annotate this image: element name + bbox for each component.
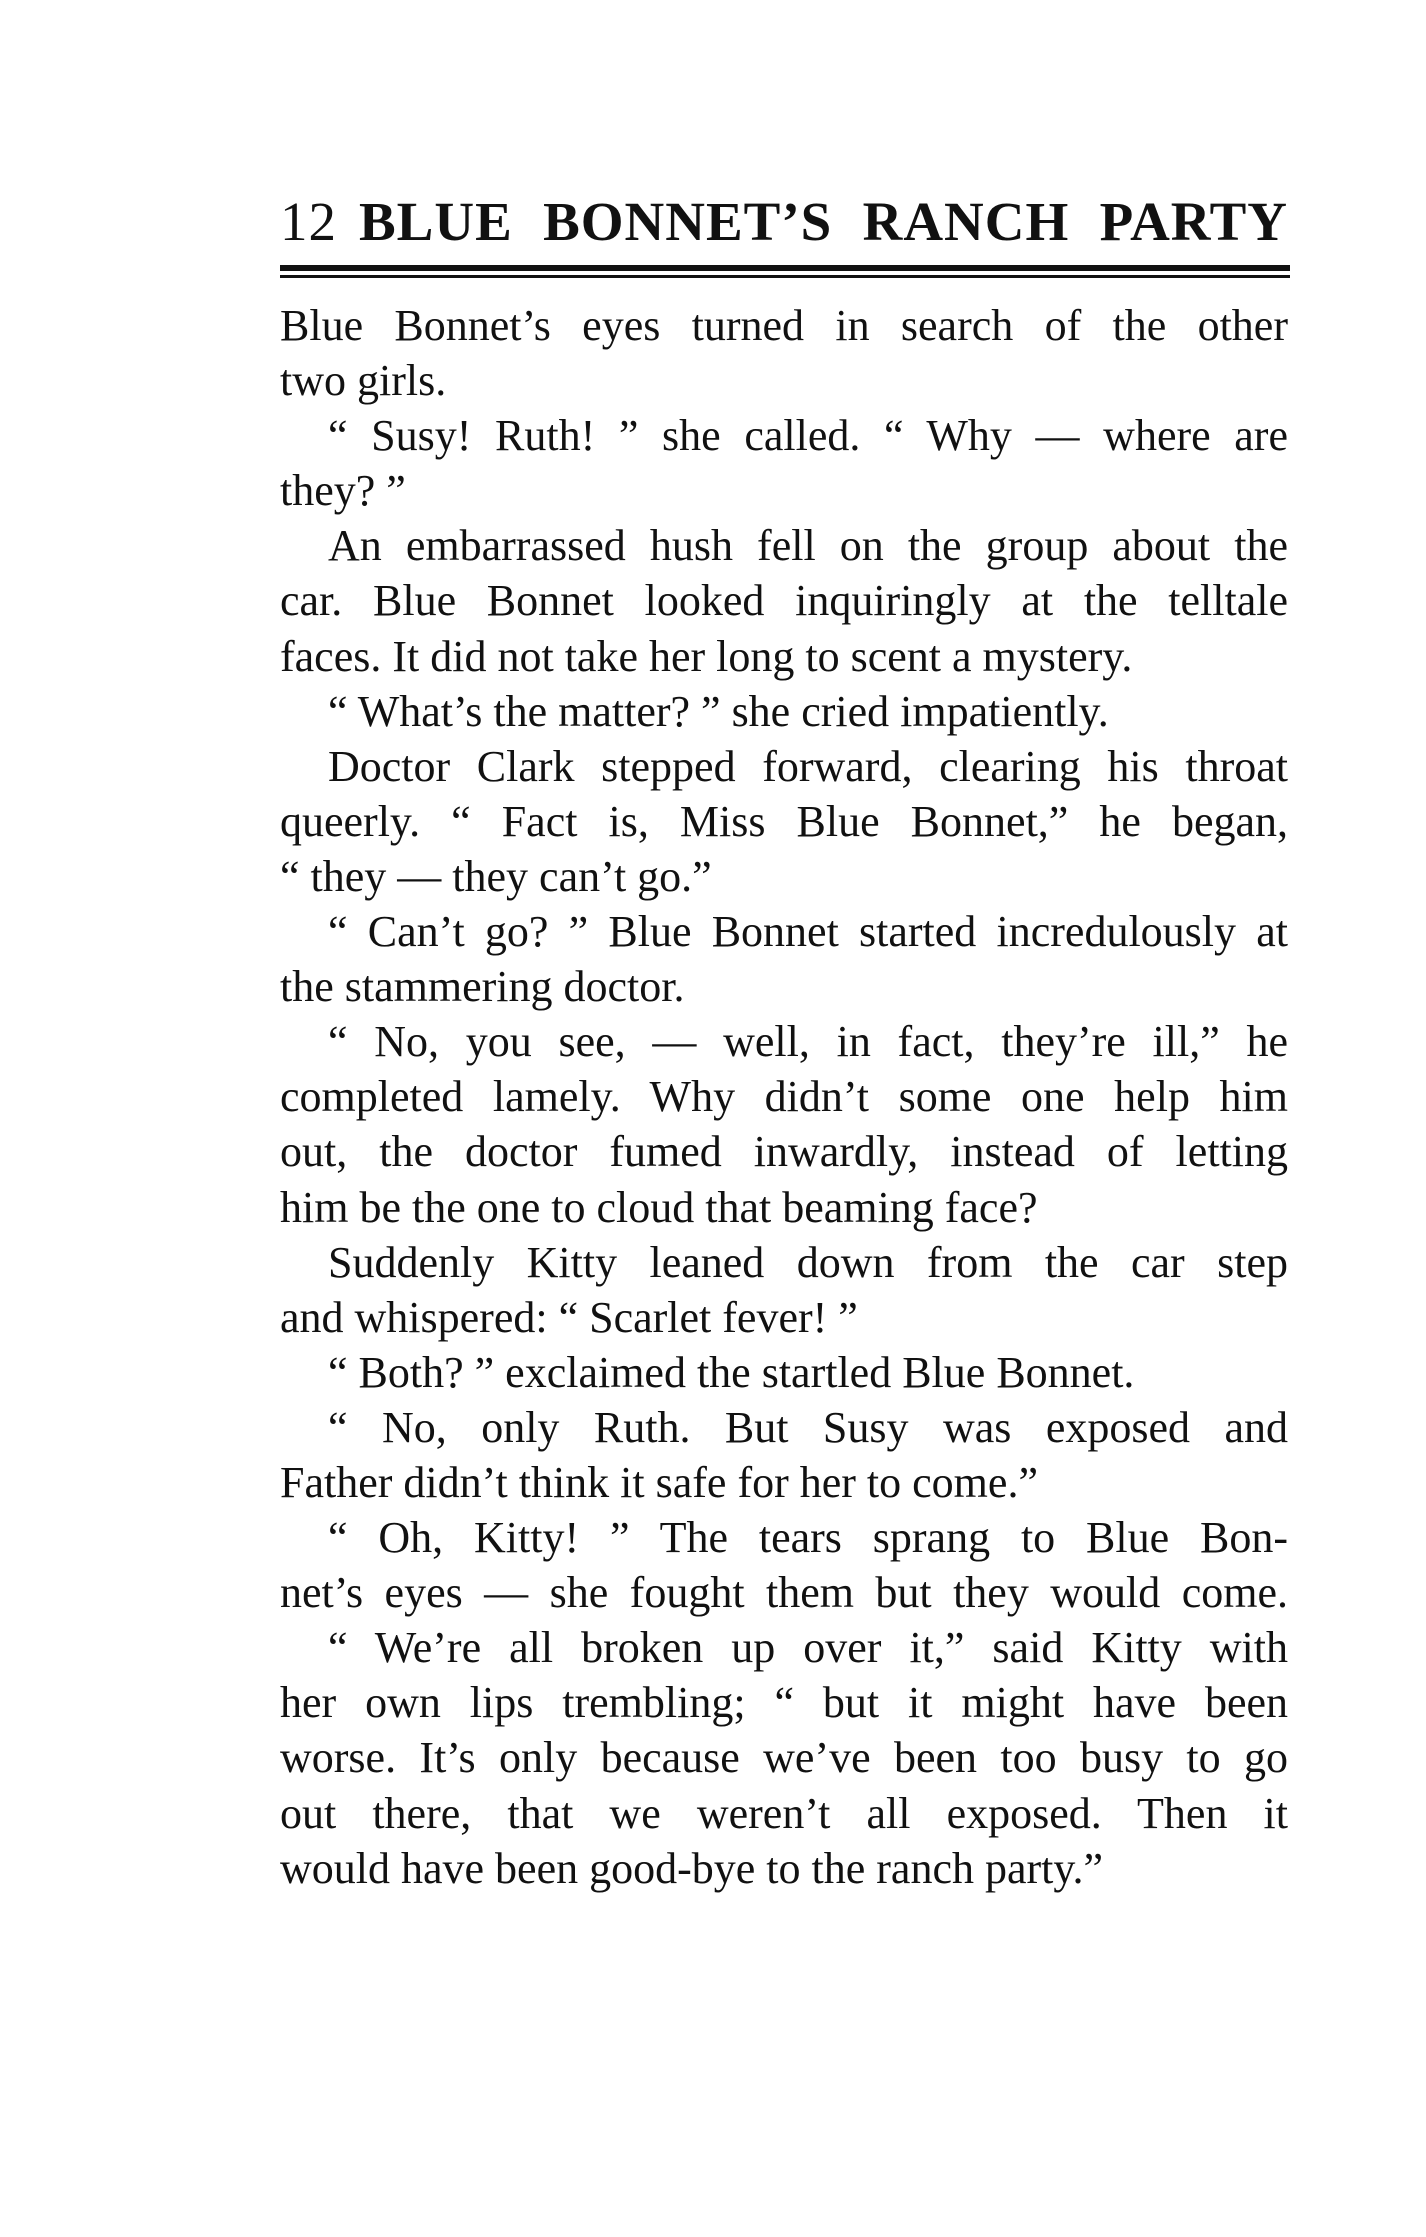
text-line: “ Susy! Ruth! ” she called. “ Why — where are [328,411,1288,461]
text-line: “ What’s the matter? ” she cried impatiently. [328,686,1109,736]
text-line: Suddenly Kitty leaned down from the car step [328,1237,1288,1287]
text-line: queerly. “ Fact is, Miss Blue Bonnet,” he began, [280,796,1288,846]
text-line: An embarrassed hush fell on the group about the [328,521,1288,571]
text-line: Doctor Clark stepped forward, clearing his throat [328,741,1288,791]
body-text [280,298,1288,1896]
text-line: two girls. [280,356,447,406]
text-line: “ Oh, Kitty! ” The tears sprang to Blue Bon- [328,1513,1288,1563]
text-line: and whispered: “ Scarlet fever! ” [280,1292,858,1342]
text-line: him be the one to cloud that beaming face? [280,1182,1038,1232]
running-header [280,190,1288,260]
text-line: Father didn’t think it safe for her to come.” [280,1457,1038,1507]
page-number: 12 [280,191,337,252]
text-line: would have been good-bye to the ranch party.” [280,1843,1104,1893]
text-line: faces. It did not take her long to scent a mystery. [280,631,1133,681]
text-line: “ No, only Ruth. But Susy was exposed and [328,1402,1288,1452]
text-line: out there, that we weren’t all exposed. Then it [280,1788,1288,1838]
text-line: car. Blue Bonnet looked inquiringly at the telltale [280,576,1288,626]
text-line: completed lamely. Why didn’t some one help him [280,1072,1288,1122]
text-line: Blue Bonnet’s eyes turned in search of the other [280,301,1288,350]
header-rule-thin [280,275,1290,278]
text-line: “ they — they can’t go.” [280,851,712,901]
text-line: “ No, you see, — well, in fact, they’re ill,” he [328,1017,1288,1067]
header-rule-thick [280,265,1290,271]
text-line: “ Both? ” exclaimed the startled Blue Bonnet. [328,1347,1135,1397]
text-line: “ Can’t go? ” Blue Bonnet started incredulously at [328,907,1288,957]
text-line: out, the doctor fumed inwardly, instead of letting [280,1127,1288,1177]
text-line: they? ” [280,466,406,516]
text-line: her own lips trembling; “ but it might have been [280,1678,1288,1728]
text-line: net’s eyes — she fought them but they would come. [280,1568,1288,1618]
text-line: the stammering doctor. [280,962,685,1012]
running-title: BLUE BONNET’S RANCH PARTY [359,191,1288,252]
text-line: worse. It’s only because we’ve been too busy to go [280,1733,1288,1783]
text-line: “ We’re all broken up over it,” said Kitty with [328,1623,1288,1673]
